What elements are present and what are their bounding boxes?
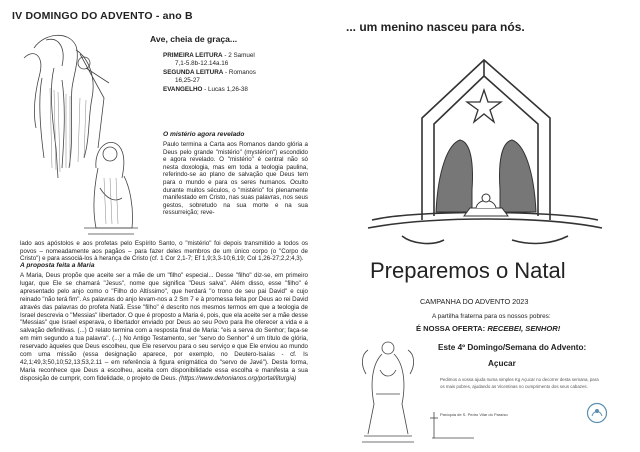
reading-gospel xyxy=(163,86,306,94)
reading-first xyxy=(163,52,306,68)
star-icon xyxy=(467,90,501,122)
readings-list xyxy=(163,52,306,95)
parish-logo-text: Paróquia de S. Pedro Vilar do Paraíso xyxy=(440,412,508,417)
reading-label: PRIMEIRA LEITURA xyxy=(163,52,223,59)
reading-ref-detail: 7,1-5.8b-12.14a.16 xyxy=(175,60,229,67)
section-text-proposal xyxy=(20,272,308,383)
week-item: Açucar xyxy=(488,359,516,368)
proposal-body: A Maria, Deus propõe que aceite ser a mãe de um "filho" especial... Desse "filho" diz-se, em primeiro lugar, que Ele se chamará "Jesus", nome que significa "Deus salva". Além disso, esse "filho" é apresentado pelo anjo como o "Filho do Altíssimo", que herdará "o trono de seu pai David" e cujo reinado "não terá fim". As palavras do anjo levam-nos a 2 Sm 7 e à promessa feita por Deus ao rei David através das palavras do profeta Natã. Esse "filho" é descrito nos mesmos termos em que a teologia de Israel descrevia o "Messias" libertador. O que é proposto a Maria é, pois, que ela aceite ser a mãe desse "Messias" que Israel esperava, o libertador enviado por Deus ao seu Povo para lhe oferecer a vida e a salvação definitivas. (...) O relato termina com a resposta final de Maria: "eis a serva do Senhor; faça-se em mim segundo a tua palavra". (...) No Antigo Testamento, ser "servo do Senhor" é um título de glória, reservado àqueles que Deus escolheu, que Ele reservou para o seu serviço e que Ele enviou ao mundo com uma missão (essa designação aparece, por exemplo, no Deutero-Isaías - cf. Is 42,1;49,3;50,10;52,13;53,2.11 – em referência à figura enigmática do "servo de Javé"). Desta forma, Maria reconhece que Deus a escolheu, aceita com disponibilidade essa escolha e manifesta a sua disposição de cumprir, com fidelidade, o projeto de Deus. xyxy=(20,272,308,382)
page-title-left: IV DOMINGO DO ADVENTO - ano B xyxy=(12,10,193,22)
reading-label: EVANGELHO xyxy=(163,86,203,93)
campaign-note: Pedimos a vossa ajuda numa simples Kg Açucar no decorrer desta semana, para os mais pobres, ajudando as Vicentinas no cumprimento dos seus cabazes. xyxy=(440,377,599,389)
proposal-source: (https://www.dehonianos.org/portal/liturgia) xyxy=(178,374,297,382)
headline: Preparemos o Natal xyxy=(370,258,566,283)
reading-second xyxy=(163,69,306,85)
page-title-right: ... um menino nasceu para nós. xyxy=(346,20,525,34)
offer-emphasis: RECEBEI, SENHOR! xyxy=(487,324,561,333)
section-text-mystery-continued: lado aos apóstolos e aos profetas pelo Espírito Santo, o "mistério" foi depois transmitido a todos os povos – nomeadamente aos pagãos – para fazer deles membros de um único corpo (o "Corpo de Cristo") e para associá-los à herança de Cristo (cf. 1 Cor 2,1-7; Ef 1,9;3,3-10;6,19; Col 1,26-27;2,2;4,3). xyxy=(20,240,308,263)
week-line: Este 4º Domingo/Semana do Advento: xyxy=(438,343,587,352)
reading-ref: - Lucas 1,26-38 xyxy=(202,86,248,93)
reading-ref: - Romanos xyxy=(223,69,256,76)
offer-line xyxy=(416,324,560,333)
reading-label: SEGUNDA LEITURA xyxy=(163,69,224,76)
campaign-subtitle: A partilha fraterna para os nossos pobres: xyxy=(432,313,551,320)
reading-ref: - 2 Samuel xyxy=(222,52,255,59)
kneeling-figure-illustration xyxy=(354,334,422,446)
offer-lead: É NOSSA OFERTA: xyxy=(416,324,488,333)
vincentian-logo xyxy=(586,402,608,424)
greeting-heading: Ave, cheia de graça... xyxy=(150,34,238,44)
nativity-illustration xyxy=(352,40,614,254)
section-title-proposal: A proposta feita a Maria xyxy=(20,262,95,269)
section-title-mystery: O mistério agora revelado xyxy=(163,131,245,138)
annunciation-illustration xyxy=(14,28,142,240)
section-text-mystery: Paulo termina a Carta aos Romanos dando glória a Deus pelo grande "mistério" (mystérion") escondido e agora revelado. O "mistério" é central não só nesta doxologia, mas em toda a teologia paulina, referindo-se ao plano de salvação que Deus tem para o mundo e para os seres humanos. Oculto durante muitos séculos, o "mistério" foi plenamente manifestado em Cristo, nas suas palavras, nos seus gestos, sobretudo na sua morte e na sua ressurreição; reve- xyxy=(163,141,308,217)
reading-ref-detail: 16,25-27 xyxy=(175,77,200,84)
campaign-title: CAMPANHA DO ADVENTO 2023 xyxy=(420,297,529,306)
